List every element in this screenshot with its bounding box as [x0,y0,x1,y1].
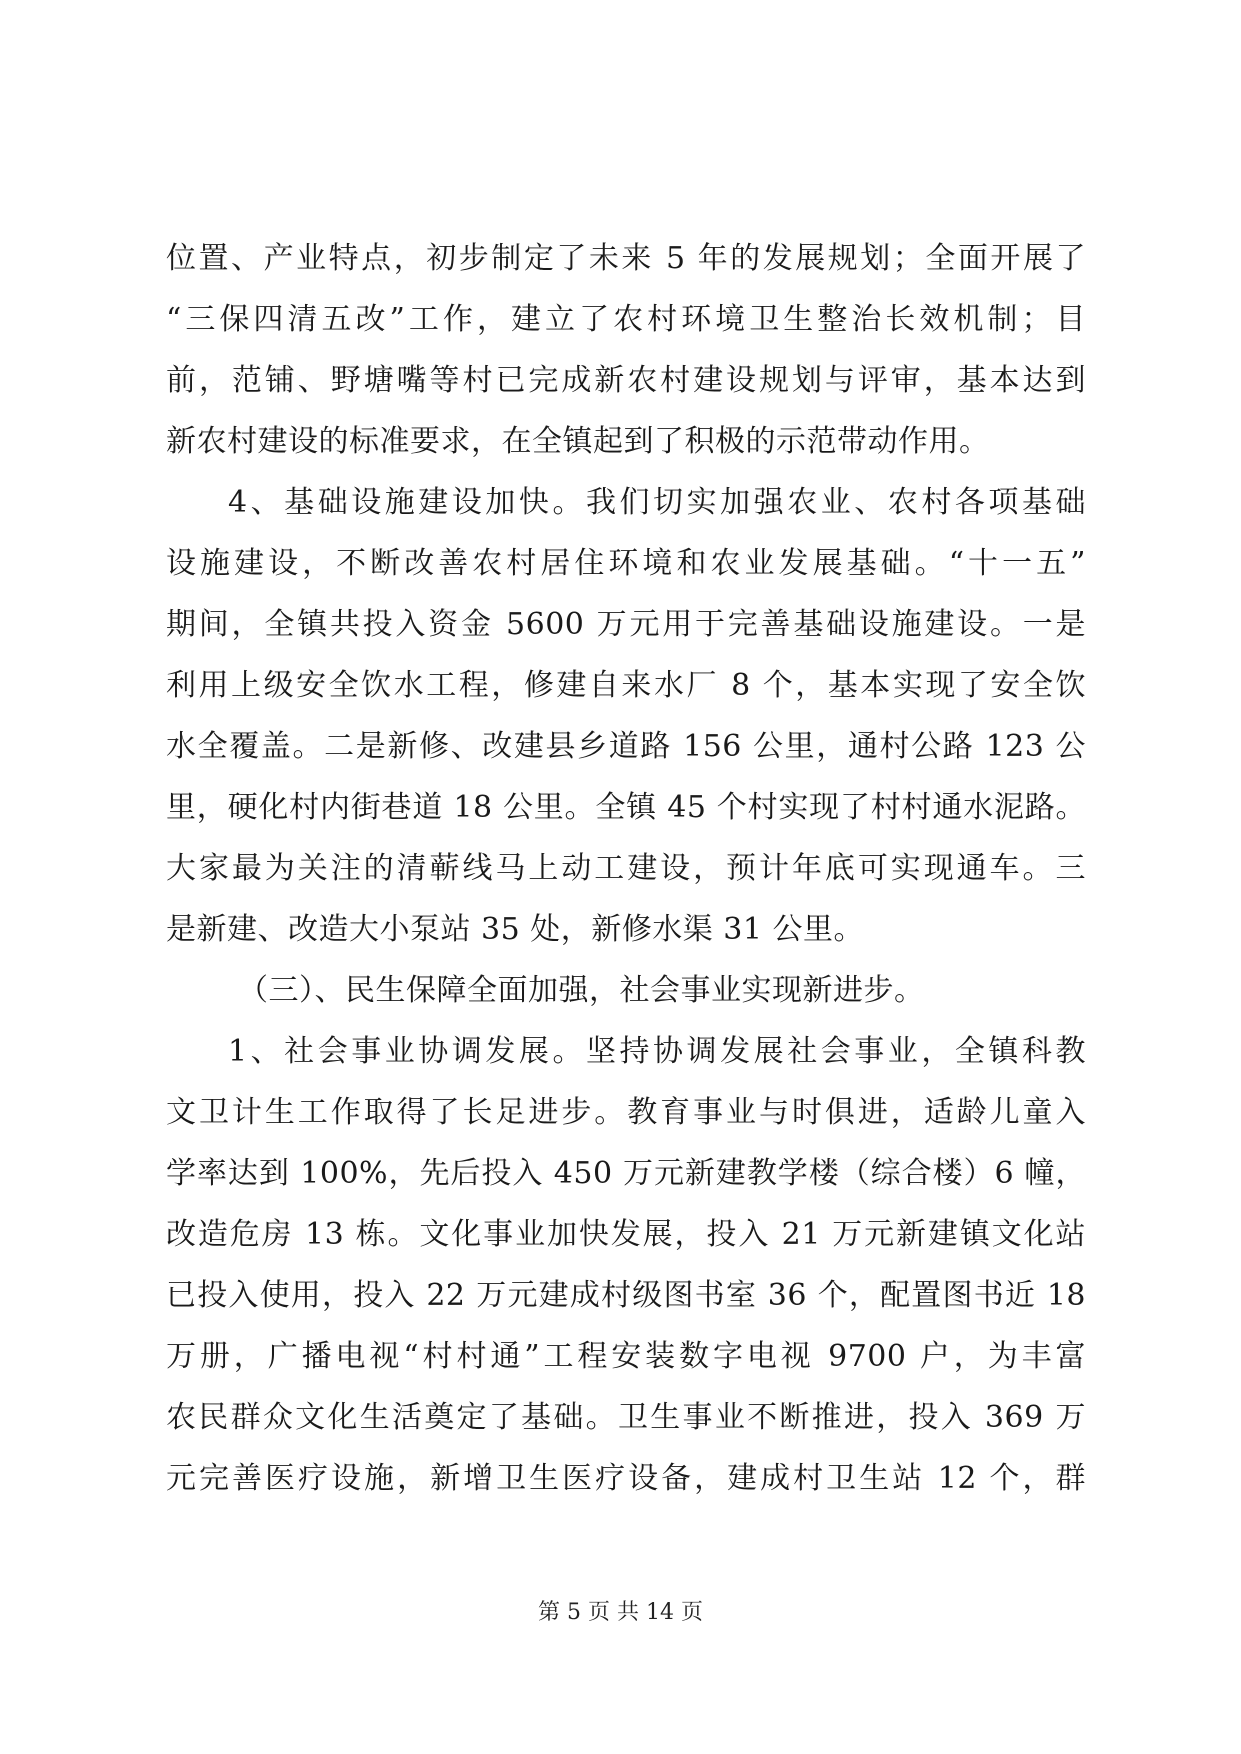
text-line: 元完善医疗设施，新增卫生医疗设备，建成村卫生站 12 个，群 [166,1461,1086,1496]
text-line: 文卫计生工作取得了长足进步。教育事业与时俱进，适龄儿童入 [166,1095,1086,1130]
document-body [166,228,1086,1509]
text-line: 大家最为关注的清蕲线马上动工建设，预计年底可实现通车。三 [166,851,1086,886]
text-line: 设施建设，不断改善农村居住环境和农业发展基础。“十一五” [166,546,1086,581]
text-line: 里，硬化村内街巷道 18 公里。全镇 45 个村实现了村村通水泥路。 [166,790,1086,825]
text-line: 位置、产业特点，初步制定了未来 5 年的发展规划；全面开展了 [166,241,1086,276]
page-number-footer: 第 5 页 共 14 页 [538,1600,703,1625]
text-line: 学率达到 100%，先后投入 450 万元新建教学楼（综合楼）6 幢， [166,1156,1086,1191]
text-line: 万册，广播电视“村村通”工程安装数字电视 9700 户，为丰富 [166,1339,1086,1374]
text-line: 改造危房 13 栋。文化事业加快发展，投入 21 万元新建镇文化站 [166,1217,1086,1252]
text-line: “三保四清五改”工作，建立了农村环境卫生整治长效机制；目 [166,302,1086,337]
text-line: 是新建、改造大小泵站 35 处，新修水渠 31 公里。 [166,912,864,947]
text-line: 已投入使用，投入 22 万元建成村级图书室 36 个，配置图书近 18 [166,1278,1086,1313]
text-line: 前，范铺、野塘嘴等村已完成新农村建设规划与评审，基本达到 [166,363,1086,398]
text-line: 新农村建设的标准要求，在全镇起到了积极的示范带动作用。 [166,424,990,459]
paragraph-start-line: 4、基础设施建设加快。我们切实加强农业、农村各项基础 [228,485,1086,520]
text-line: 农民群众文化生活奠定了基础。卫生事业不断推进，投入 369 万 [166,1400,1086,1435]
section-heading: （三）、民生保障全面加强，社会事业实现新进步。 [238,973,925,1008]
text-line: 期间，全镇共投入资金 5600 万元用于完善基础设施建设。一是 [166,607,1086,642]
text-line: 利用上级安全饮水工程，修建自来水厂 8 个，基本实现了安全饮 [166,668,1086,703]
text-line: 水全覆盖。二是新修、改建县乡道路 156 公里，通村公路 123 公 [166,729,1086,764]
paragraph-start-line: 1、社会事业协调发展。坚持协调发展社会事业，全镇科教 [228,1034,1086,1069]
